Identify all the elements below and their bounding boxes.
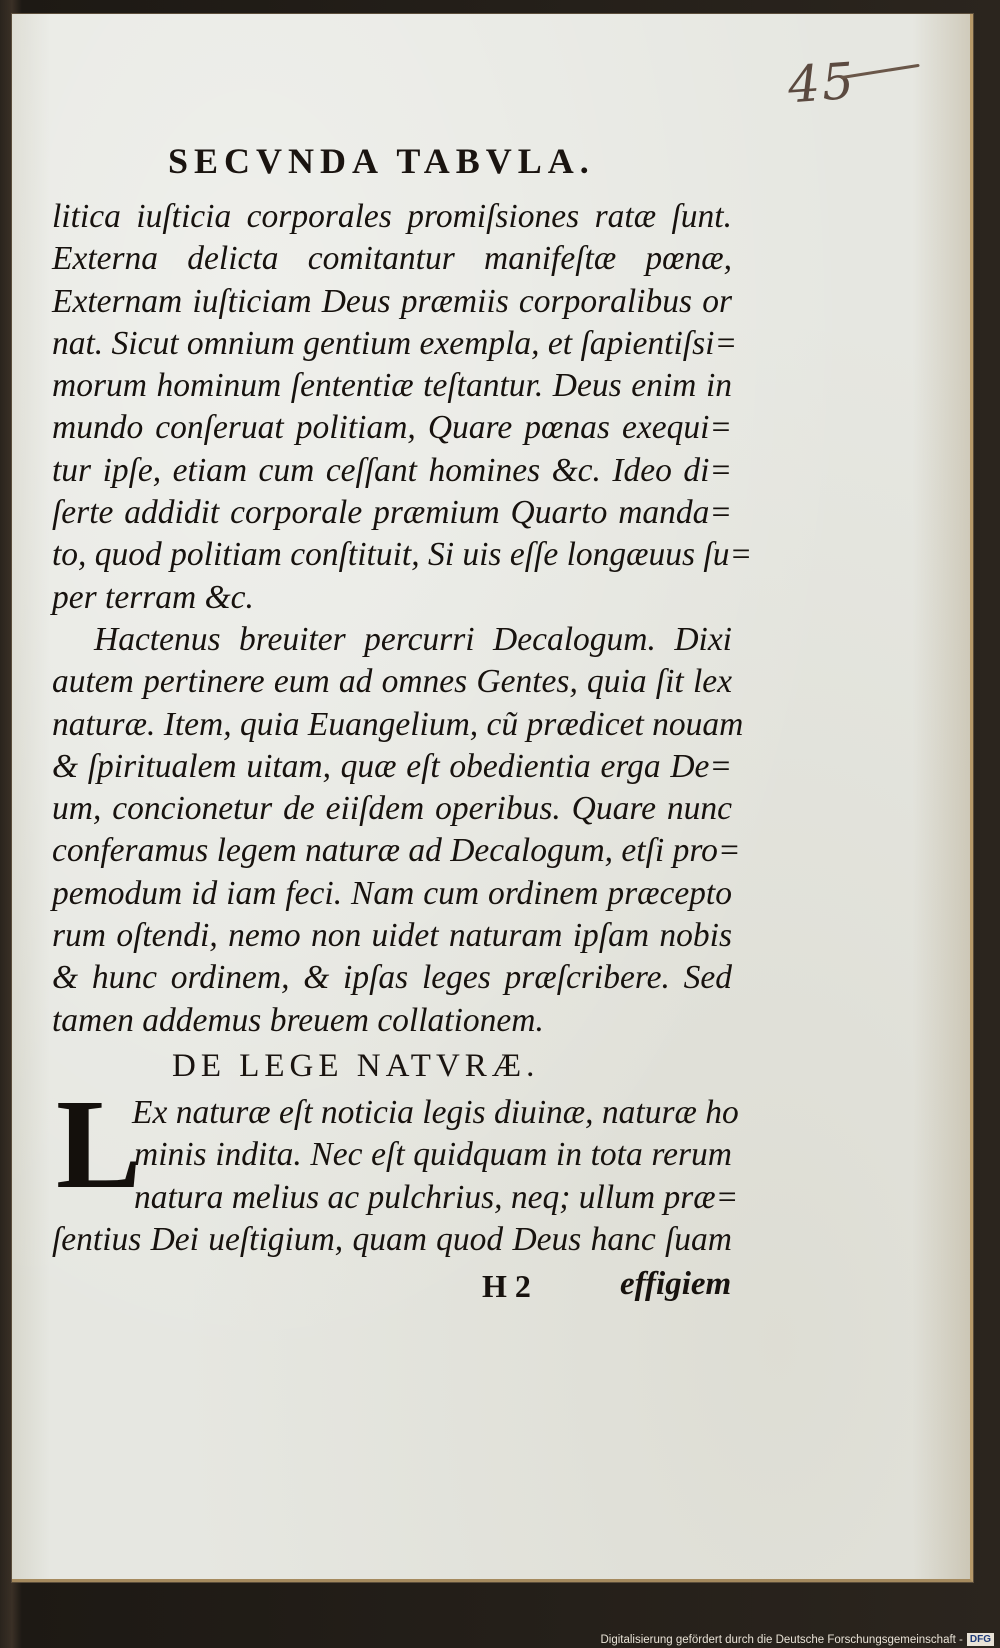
section-heading: DE LEGE NATVRÆ. xyxy=(172,1048,540,1084)
catchword: effigiem xyxy=(620,1266,732,1302)
digitization-credit xyxy=(600,1633,994,1646)
credit-text: Digitalisierung gefördert durch die Deutsche Forschungsgemeinschaft - xyxy=(600,1633,963,1646)
text-line: mundo conſeruat politiam, Quare pœnas exequi= xyxy=(52,409,732,447)
text-line: ſentius Dei ueſtigium, quam quod Deus hanc ſuam xyxy=(52,1220,732,1258)
drop-cap-initial: L xyxy=(56,1073,142,1215)
text-line: natura melius ac pulchrius, neq; ullum præ= xyxy=(134,1178,739,1216)
dfg-logo: DFG xyxy=(967,1633,994,1646)
main-text-block xyxy=(52,196,753,1042)
text-line: & hunc ordinem, & ipſas leges præſcribere. Sed xyxy=(52,959,732,997)
text-line: to, quod politiam conſtituit, Si uis eſſe longæuus ſu= xyxy=(52,536,753,574)
section-text-block xyxy=(52,1092,739,1261)
text-line: Externa delicta comitantur manifeſtæ pœnæ, xyxy=(52,240,732,278)
text-line: & ſpiritualem uitam, quæ eſt obedientia erga De= xyxy=(52,747,732,785)
text-line: tur ipſe, etiam cum ceſſant homines &c. Ideo di= xyxy=(52,451,732,489)
paragraph-start-line: Hactenus breuiter percurri Decalogum. Dixi xyxy=(94,620,732,658)
text-line: naturæ. Item, quia Euangelium, cũ prædicet nouam xyxy=(52,705,744,743)
text-line: um, concionetur de eiiſdem operibus. Quare nunc xyxy=(52,790,732,828)
folio-number: 45 xyxy=(786,51,858,115)
text-line: Ex naturæ eſt noticia legis diuinæ, naturæ ho xyxy=(132,1094,739,1131)
text-line: nat. Sicut omnium gentium exempla, et ſapientiſsi= xyxy=(52,324,738,362)
text-line: Externam iuſticiam Deus præmiis corporalibus or xyxy=(52,282,732,320)
text-line: rum oſtendi, nemo non uidet naturam ipſam nobis xyxy=(52,917,732,955)
text-line: tamen addemus breuem collationem. xyxy=(52,1001,544,1039)
text-line: conferamus legem naturæ ad Decalogum, etſi pro= xyxy=(52,832,741,870)
running-head: SECVNDA TABVLA. xyxy=(168,141,595,181)
text-line: ſerte addidit corporale præmium Quarto manda= xyxy=(52,494,732,532)
signature-mark: H 2 xyxy=(482,1268,531,1304)
text-line: morum hominum ſententiæ teſtantur. Deus enim in xyxy=(52,367,732,405)
text-line: pemodum id iam feci. Nam cum ordinem præcepto xyxy=(52,874,732,912)
text-line: per terram &c. xyxy=(52,578,254,616)
text-line: autem pertinere eum ad omnes Gentes, quia ſit lex xyxy=(52,663,732,701)
text-line: minis indita. Nec eſt quidquam in tota rerum xyxy=(134,1136,732,1174)
text-line: litica iuſticia corporales promiſsiones ratæ ſunt. xyxy=(52,198,732,235)
